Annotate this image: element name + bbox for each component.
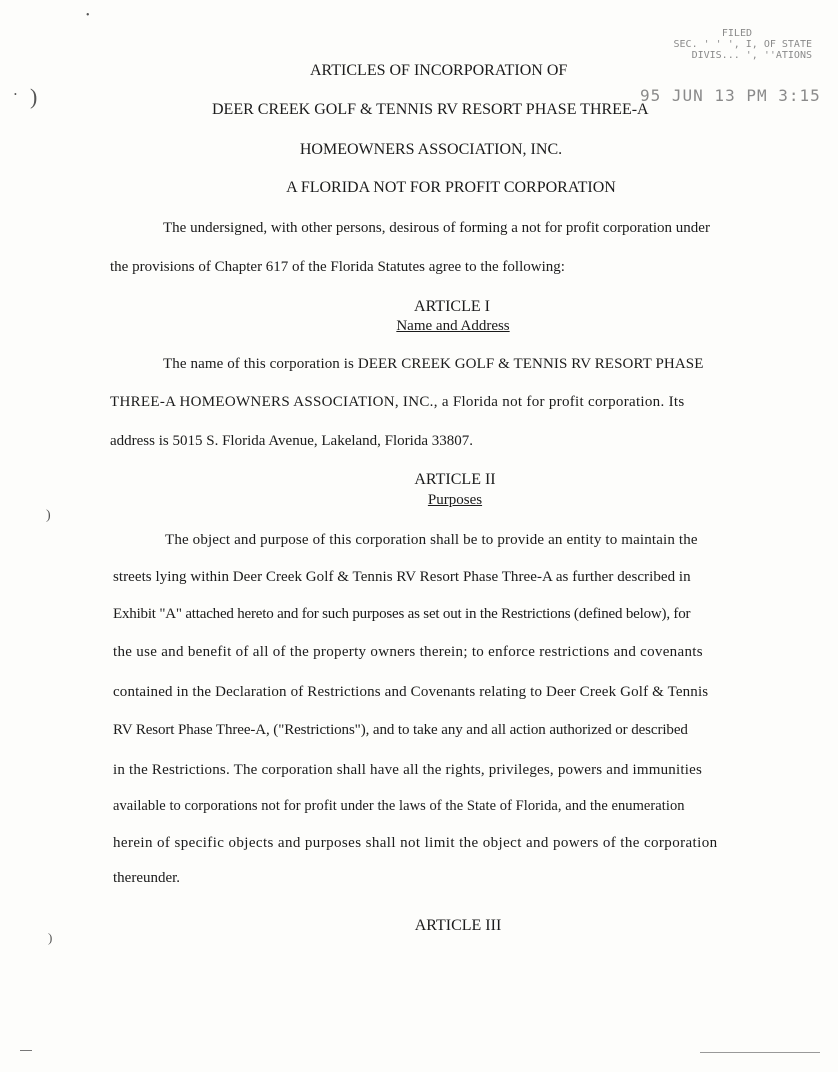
article-1-line-3: address is 5015 S. Florida Avenue, Lakeland, Florida 33807. xyxy=(110,433,474,449)
header-line-4: A FLORIDA NOT FOR PROFIT CORPORATION xyxy=(286,179,616,196)
stamp-line-3: DIVIS... ', ''ATIONS xyxy=(691,50,812,61)
article-2-line-6: RV Resort Phase Three-A, ("Restrictions"), and to take any and all action authorized or described xyxy=(113,722,688,738)
filing-stamp xyxy=(632,28,812,61)
article-1-line-2: THREE-A HOMEOWNERS ASSOCIATION, INC., a Florida not for profit corporation. Its xyxy=(110,394,685,410)
header-line-2: DEER CREEK GOLF & TENNIS RV RESORT PHASE THREE-A xyxy=(212,101,649,118)
scan-mark-dot-2: • xyxy=(14,90,17,99)
preamble-line-1: The undersigned, with other persons, desirous of forming a not for profit corporation under xyxy=(163,220,710,236)
scan-mark-left-1: ) xyxy=(30,84,38,109)
article-2-subtitle: Purposes xyxy=(427,492,483,508)
stamp-datetime: 95 JUN 13 PM 3:15 xyxy=(640,86,821,105)
article-1-line-1: The name of this corporation is DEER CREEK GOLF & TENNIS RV RESORT PHASE xyxy=(163,356,704,372)
article-2-line-2: streets lying within Deer Creek Golf & Tennis RV Resort Phase Three-A as further described in xyxy=(113,569,691,585)
article-2-line-1: The object and purpose of this corporation shall be to provide an entity to maintain the xyxy=(165,532,698,548)
article-2-line-8: available to corporations not for profit under the laws of the State of Florida, and the enumeration xyxy=(113,798,685,814)
scan-line-bottom xyxy=(700,1052,820,1053)
article-2-line-4: the use and benefit of all of the property owners therein; to enforce restrictions and covenants xyxy=(113,644,703,660)
scan-line-left-bottom xyxy=(20,1050,32,1051)
scan-mark-left-3: ) xyxy=(48,930,53,945)
stamp-line-1: FILED xyxy=(721,28,752,39)
preamble-line-2: the provisions of Chapter 617 of the Florida Statutes agree to the following: xyxy=(110,259,565,275)
scan-mark-dot-1: • xyxy=(86,10,90,21)
article-2-title: ARTICLE II xyxy=(414,471,496,488)
article-2-line-3: Exhibit "A" attached hereto and for such purposes as set out in the Restrictions (defined below), for xyxy=(113,606,691,622)
article-2-line-7: in the Restrictions. The corporation shall have all the rights, privileges, powers and immunities xyxy=(113,762,703,778)
article-1-subtitle: Name and Address xyxy=(396,318,510,334)
header-line-1: ARTICLES OF INCORPORATION OF xyxy=(310,62,568,79)
stamp-line-2: SEC. ' ' ', I, OF STATE xyxy=(673,39,812,50)
header-line-3: HOMEOWNERS ASSOCIATION, INC. xyxy=(299,141,563,158)
scan-mark-left-2: ) xyxy=(46,508,51,523)
article-1-title: ARTICLE I xyxy=(414,298,490,315)
article-2-line-10: thereunder. xyxy=(113,870,181,886)
article-3-title: ARTICLE III xyxy=(414,917,502,934)
article-2-line-9: herein of specific objects and purposes shall not limit the object and powers of the corporation xyxy=(113,835,718,851)
article-2-line-5: contained in the Declaration of Restrictions and Covenants relating to Deer Creek Golf & Tennis xyxy=(113,684,709,700)
